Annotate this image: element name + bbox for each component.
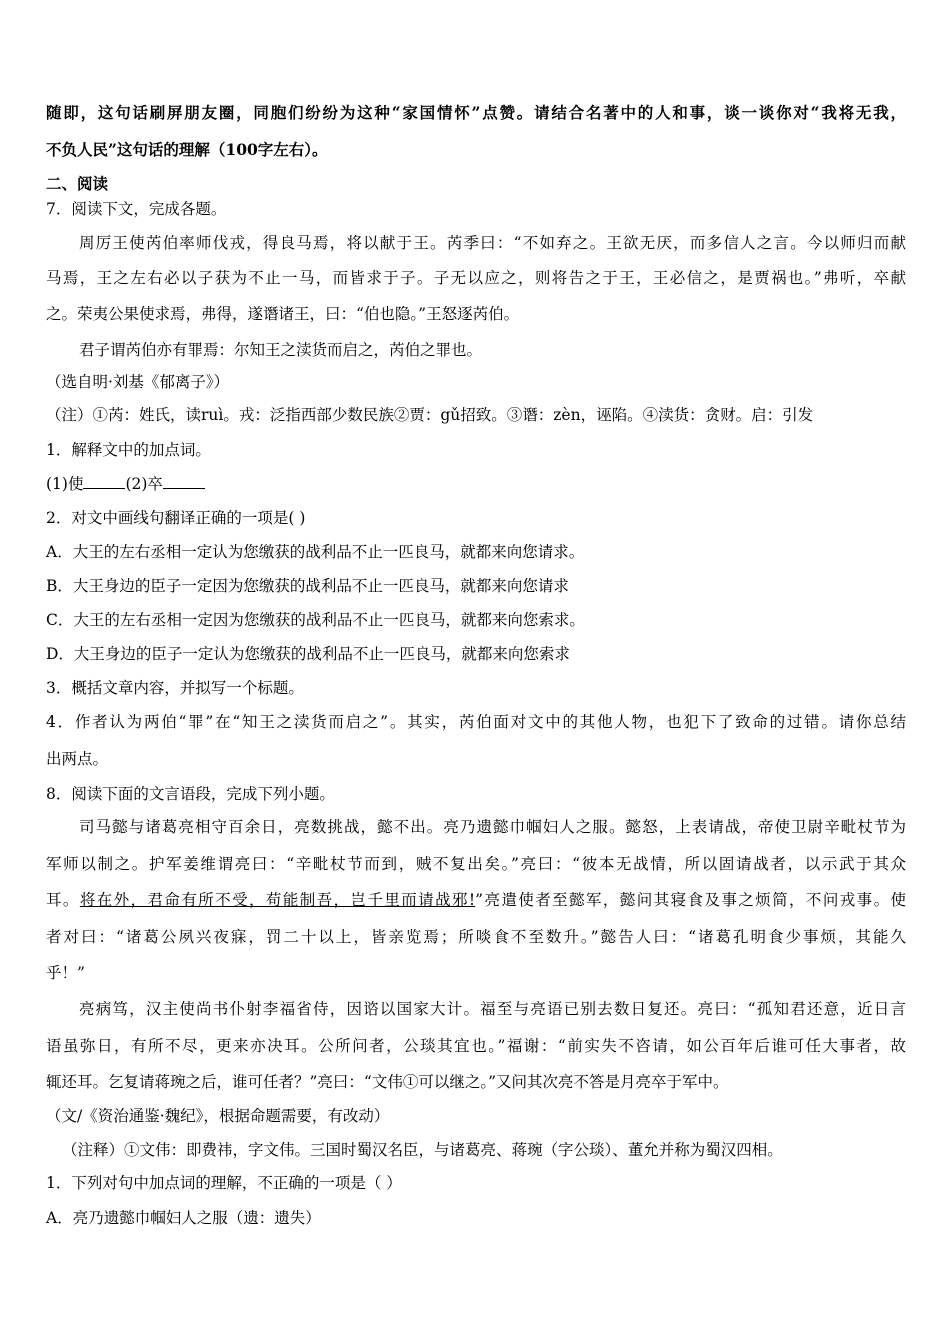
q8-p2-line-1: 亮病笃，汉主使尚书仆射李福省侍，因谘以国家大计。福至与亮语已别去数日复还。亮曰：“孤知君还意，近日言 — [79, 1000, 906, 1018]
q7-sub2: 2．对文中画线句翻译正确的一项是( ) — [46, 509, 306, 527]
underlined-sentence: 将在外，君命有所不受，苟能制吾，岂千里而请战邪! — [79, 891, 476, 909]
answer-blank-2[interactable] — [163, 474, 205, 489]
intro-line-2: 不负人民”这句话的理解（100字左右）。 — [46, 140, 328, 159]
q8-option-a: A．亮乃遗懿巾帼妇人之服（遗：遗失） — [46, 1209, 321, 1227]
q7-note: （注）①芮：姓氏，读ruì。戎：泛指西部少数民族②贾：gǔ招致。③谮：zèn，诬陷。④渎货：贪财。启：引发 — [46, 406, 814, 424]
q7-sub1: 1．解释文中的加点词。 — [46, 441, 211, 459]
section-title: 二、阅读 — [46, 174, 109, 193]
q8-p1-line-2: 军师以制之。护军姜维谓亮曰：“辛毗杖节而到，贼不复出矣。”亮曰：“彼本无战情，所以固请战者，以示武于其众 — [46, 855, 906, 873]
q8-p1-line-3-post: ”亮遣使者至懿军，懿问其寝食及事之烦简，不问戎事。使 — [475, 891, 906, 909]
q8-p2-line-2: 语虽弥日，有所不尽，更来亦决耳。公所问者，公琰其宜也。”福谢：“前实失不咨请，如公百年后谁可任大事者，故 — [46, 1037, 906, 1055]
q7-sub1-b: (2)卒 — [125, 475, 163, 493]
q8-p1-line-3-pre: 耳。 — [46, 891, 80, 909]
q7-option-d: D．大王身边的臣子一定认为您缴获的战利品不止一匹良马，就都来向您索求 — [46, 645, 570, 663]
q7-option-b: B．大王身边的臣子一定因为您缴获的战利品不止一匹良马，就都来向您请求 — [46, 577, 569, 595]
q8-p2-line-3: 辄还耳。乞复请蒋琬之后，谁可任者？”亮曰：“文伟①可以继之。”又问其次亮不答是月亮卒于军中。 — [46, 1073, 729, 1091]
q7-sub3: 3．概括文章内容，并拟写一个标题。 — [46, 679, 304, 697]
q7-sub1-a: (1)使 — [46, 475, 84, 493]
q7-source: （选自明·刘基《郁离子》） — [46, 373, 230, 391]
q7-passage-para-2: 君子谓芮伯亦有罪焉：尔知王之渎货而启之，芮伯之罪也。 — [79, 341, 483, 359]
q8-p1-line-1: 司马懿与诸葛亮相守百余日，亮数挑战，懿不出。亮乃遗懿巾帼妇人之服。懿怒，上表请战，帝使卫尉辛毗杖节为 — [79, 818, 906, 836]
q8-source: （文/《资治通鉴·魏纪》，根据命题需要，有改动） — [46, 1107, 390, 1125]
q7-sub4-line-1: 4．作者认为两伯“罪”在“知王之渎货而启之”。其实，芮伯面对文中的其他人物，也犯下了致命的过错。请你总结 — [46, 713, 906, 731]
q7-passage-line-1: 周厉王使芮伯率师伐戎，得良马焉，将以献于王。芮季曰：“不如弃之。王欲无厌，而多信人之言。今以师归而献 — [79, 234, 906, 252]
answer-blank-1[interactable] — [83, 474, 125, 489]
q8-p1-line-3 — [46, 890, 906, 910]
q8-note: （注释）①文伟：即费祎，字文伟。三国时蜀汉名臣，与诸葛亮、蒋琬（字公琰）、董允并称为蜀汉四相。 — [62, 1141, 783, 1159]
q7-option-c: C．大王的左右丞相一定因为您缴获的战利品不止一匹良马，就都来向您索求。 — [46, 611, 585, 629]
q7-sub4-line-2: 出两点。 — [46, 750, 109, 768]
q8-p1-line-4: 者对曰：“诸葛公夙兴夜寐，罚二十以上，皆亲览焉；所啖食不至数升。”懿告人曰：“诸葛孔明食少事烦，其能久 — [46, 928, 906, 946]
q8-p1-line-5: 乎！” — [46, 964, 85, 982]
q7-option-a: A．大王的左右丞相一定认为您缴获的战利品不止一匹良马，就都来向您请求。 — [46, 543, 585, 561]
q7-passage-line-3: 之。荣夷公果使求焉，弗得，遂谮诸王，曰：“伯也隐。”王怒逐芮伯。 — [46, 305, 520, 323]
q8-title: 8．阅读下面的文言语段，完成下列小题。 — [46, 785, 335, 803]
q7-passage-line-2: 马焉，王之左右必以子获为不止一马，而皆求于子。子无以应之，则将告之于王，王必信之，是贾祸也。”弗听，卒献 — [46, 269, 906, 287]
q7-sub1-blanks — [46, 474, 906, 494]
q8-sub1: 1．下列对句中加点词的理解，不正确的一项是（ ） — [46, 1174, 402, 1192]
intro-line-1: 随即，这句话刷屏朋友圈，同胞们纷纷为这种“家国情怀”点赞。请结合名著中的人和事，谈一谈你对“我将无我， — [46, 103, 906, 122]
q7-title: 7．阅读下文，完成各题。 — [46, 200, 227, 218]
